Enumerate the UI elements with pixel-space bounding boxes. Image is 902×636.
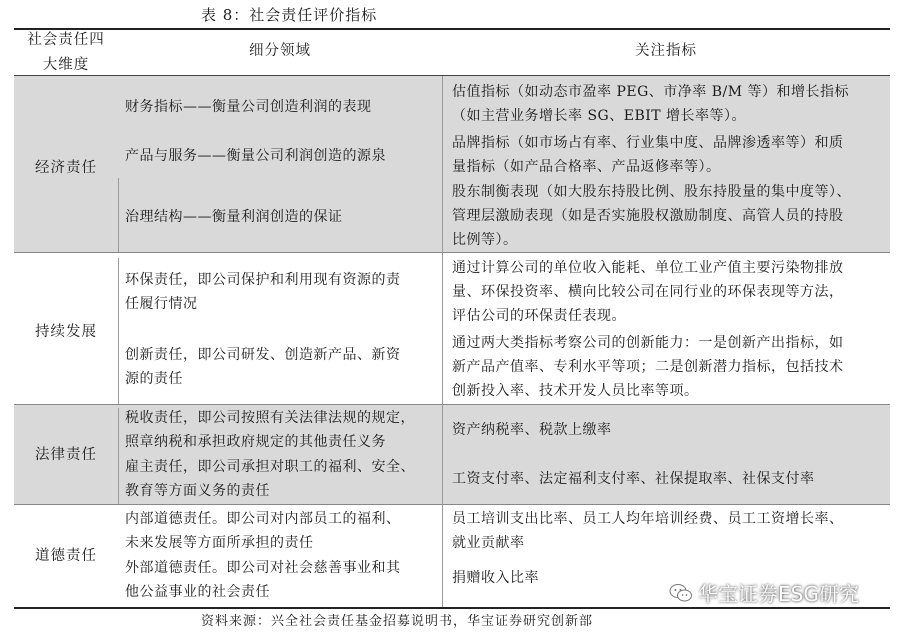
indicator-employer: 工资支付率、法定福利支付率、社保提取率、社保支付率 <box>452 471 815 487</box>
dimension-economic: 经济责任 <box>35 160 97 176</box>
area-product: 产品与服务——衡量公司利润创造的源泉 <box>125 148 386 164</box>
area-governance: 治理结构——衡量利润创造的保证 <box>125 209 343 225</box>
header-indicator: 关注指标 <box>635 43 697 59</box>
indicator-environment: 通过计算公司的单位收入能耗、单位工业产值主要污染物排放 量、环保投资率、横向比较公司在同行业的环保表现等方法， 评估公司的环保责任表现。 <box>452 260 844 324</box>
area-environment: 环保责任，即公司保护和利用现有资源的责 任履行情况 <box>125 272 401 312</box>
column-divider <box>118 178 119 252</box>
dimension-ethical: 道德责任 <box>35 548 97 564</box>
indicator-table <box>14 28 890 608</box>
area-financial: 财务指标——衡量公司创造利润的表现 <box>125 99 372 115</box>
area-tax: 税收责任，即公司按照有关法律法规的规定， 照章纳税和承担政府规定的其他责任义务 <box>125 410 415 450</box>
table-top-rule <box>14 28 890 30</box>
dimension-sustainable: 持续发展 <box>35 324 97 340</box>
indicator-internal-ethics: 员工培训支出比率、员工人均年培训经费、员工工资增长率、 就业贡献率 <box>452 511 844 551</box>
table-header-rule <box>14 75 890 76</box>
watermark-text: 华宝证券ESG研究 <box>698 582 859 606</box>
separator <box>14 404 890 405</box>
watermark <box>668 578 859 607</box>
area-internal-ethics: 内部道德责任。即公司对内部员工的福利、 未来发展等方面所承担的责任 <box>125 511 401 551</box>
table-caption: 表 8：社会责任评价指标 <box>201 6 378 24</box>
indicator-tax: 资产纳税率、税款上缴率 <box>452 422 612 438</box>
separator <box>14 504 890 505</box>
source-note: 资料来源：兴全社会责任基金招募说明书，华宝证券研究创新部 <box>201 614 594 629</box>
area-innovation: 创新责任，即公司研发、创造新产品、新资 源的责任 <box>125 347 401 387</box>
header-dimension: 社会责任四 大维度 <box>27 32 105 73</box>
indicator-external-ethics: 捐赠收入比率 <box>452 570 539 586</box>
header-area: 细分领域 <box>249 43 311 59</box>
dimension-legal: 法律责任 <box>35 447 97 463</box>
separator <box>14 252 890 253</box>
area-employer: 雇主责任，即公司承担对职工的福利、安全、 教育等方面义务的责任 <box>125 459 415 499</box>
wechat-icon <box>668 580 694 606</box>
column-divider <box>118 408 119 504</box>
indicator-financial: 估值指标（如动态市盈率 PEG、市净率 B/M 等）和增长指标 （如主营业务增长率 SG、EBIT 增长率等）。 <box>452 84 850 124</box>
column-divider <box>118 258 119 404</box>
area-external-ethics: 外部道德责任。即公司对社会慈善事业和其 他公益事业的社会责任 <box>125 560 401 600</box>
table-bottom-rule <box>14 607 890 609</box>
indicator-governance: 股东制衡表现（如大股东持股比例、股东持股量的集中度等）、 管理层激励表现（如是否实施股权激励制度、高管人员的持股 比例等）。 <box>452 184 851 248</box>
indicator-product: 品牌指标（如市场占有率、行业集中度、品牌渗透率等）和质 量指标（如产品合格率、产品返修率等）。 <box>452 135 844 175</box>
indicator-innovation: 通过两大类指标考察公司的创新能力：一是创新产出指标，如 新产品产值率、专利水平等项；二是创新潜力指标，包括技术 创新投入率、技术开发人员比率等项。 <box>452 335 844 399</box>
